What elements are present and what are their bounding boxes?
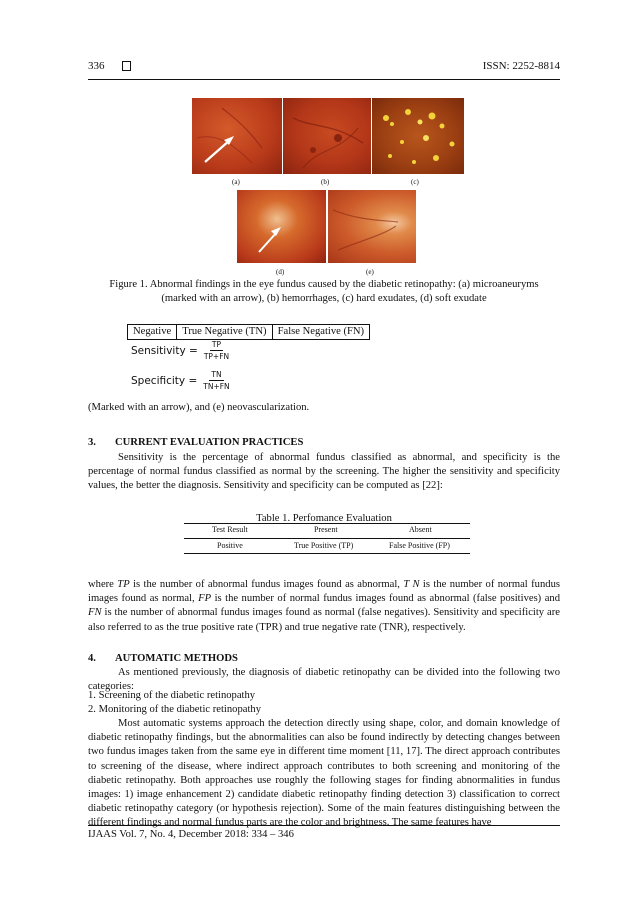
table-header-row	[184, 525, 470, 537]
body-paragraph: Most automatic systems approach the detection directly using shape, color, and domain knowledge of diabetic retinopathy findings, but the abnormalities can also be found indirectly by detecting changes between two fundus images taken from the same eye in different time moment [11, 17]. The direct approach contributes to screening of the disease, where indirect approach contributes to both screening and monitoring of the diabetic retinopathy. Both approaches use roughly the following stages for finding abnormalities in fundus images: 1) image enhancement 2) candidate diabetic retinopathy finding detection 3) classification to correct diabetic retinopathy category (or hypothesis rejection). Some of the main features distinguishing between the different findings and normal fundus parts are the color and brightness. The same features have	[88, 718, 560, 829]
body-paragraph: Sensitivity is the percentage of abnormal fundus classified as abnormal, and specificity is the percentage of normal fundus classified as normal by the screening. The higher the sensitivity and specificity values, the better the diagnosis. Sensitivity and specificity can be computed as [22]:	[88, 452, 560, 492]
table-cell: False Positive (FP)	[389, 541, 450, 550]
specificity-formula: Specificity = $\frac{TN}{TN+FN}$	[131, 370, 230, 391]
body-paragraph: As mentioned previously, the diagnosis of diabetic retinopathy can be divided into the following two categories:	[88, 667, 560, 693]
fraction: $\frac{TP}{TP+FN}$	[203, 340, 230, 361]
fundus-image-a	[192, 98, 282, 174]
table-row	[128, 325, 370, 340]
panel-label-d: (d)	[276, 268, 285, 276]
body-paragraph: where TP is the number of abnormal fundus images found as abnormal, T N is the number of normal fundus images found as normal, FP is the number of normal fundus images found as abnormal (false positives) and FN is the number of abnormal fundus images found as normal (false negatives). Sensitivity and specificity are also referred to as the true positive rate (TPR) and true negative rate (TNR), respectively.	[88, 579, 560, 633]
table-header: Test Result	[212, 525, 248, 534]
table-rule	[184, 553, 470, 554]
fundus-image-c	[372, 98, 464, 174]
panel-label-b: (b)	[321, 178, 330, 186]
figure-caption: Figure 1. Abnormal findings in the eye fundus caused by the diabetic retinopathy: (a) microaneuryms (marked with an arrow), (b) hemorrhages, (c) hard exudates, (d) soft exudate	[109, 279, 539, 304]
panel-label-a: (a)	[232, 178, 240, 186]
table-row	[184, 541, 470, 553]
footer-rule	[88, 825, 560, 826]
table-header: Absent	[409, 525, 432, 534]
sensitivity-formula: Sensitivity = $\frac{TP}{TP+FN}$	[131, 340, 230, 361]
section-heading: 4. AUTOMATIC METHODS	[88, 653, 238, 664]
list-item: 1. Screening of the diabetic retinopathy	[88, 690, 256, 701]
page-number: 336	[88, 60, 105, 72]
square-bullet-icon	[122, 61, 131, 71]
running-footer: IJAAS Vol. 7, No. 4, December 2018: 334 – 346	[88, 829, 294, 840]
issn: ISSN: 2252-8814	[482, 60, 560, 72]
body-text: (Marked with an arrow), and (e) neovascularization.	[88, 402, 310, 413]
table-cell: Negative	[128, 325, 177, 340]
table-cell: True Positive (TP)	[294, 541, 354, 550]
arrow-icon	[237, 190, 326, 263]
running-header	[88, 60, 560, 78]
fraction: $\frac{TN}{TN+FN}$	[203, 370, 230, 391]
header-rule	[88, 79, 560, 80]
panel-label-c: (c)	[411, 178, 419, 186]
table-rule	[184, 538, 470, 539]
table-rule	[184, 523, 470, 524]
fundus-image-e	[328, 190, 416, 263]
panel-label-e: (e)	[366, 268, 374, 276]
negative-row-table	[127, 324, 370, 340]
section-heading: 3. CURRENT EVALUATION PRACTICES	[88, 437, 304, 448]
table-header: Present	[314, 525, 338, 534]
table-cell: True Negative (TN)	[177, 325, 272, 340]
table-caption: Table 1. Perfomance Evaluation	[256, 513, 392, 524]
table-cell: Positive	[217, 541, 243, 550]
list-item: 2. Monitoring of the diabetic retinopathy	[88, 704, 261, 715]
fundus-image-b	[283, 98, 371, 174]
arrow-icon	[192, 98, 282, 174]
table-cell: False Negative (FN)	[272, 325, 370, 340]
fundus-image-d	[237, 190, 326, 263]
